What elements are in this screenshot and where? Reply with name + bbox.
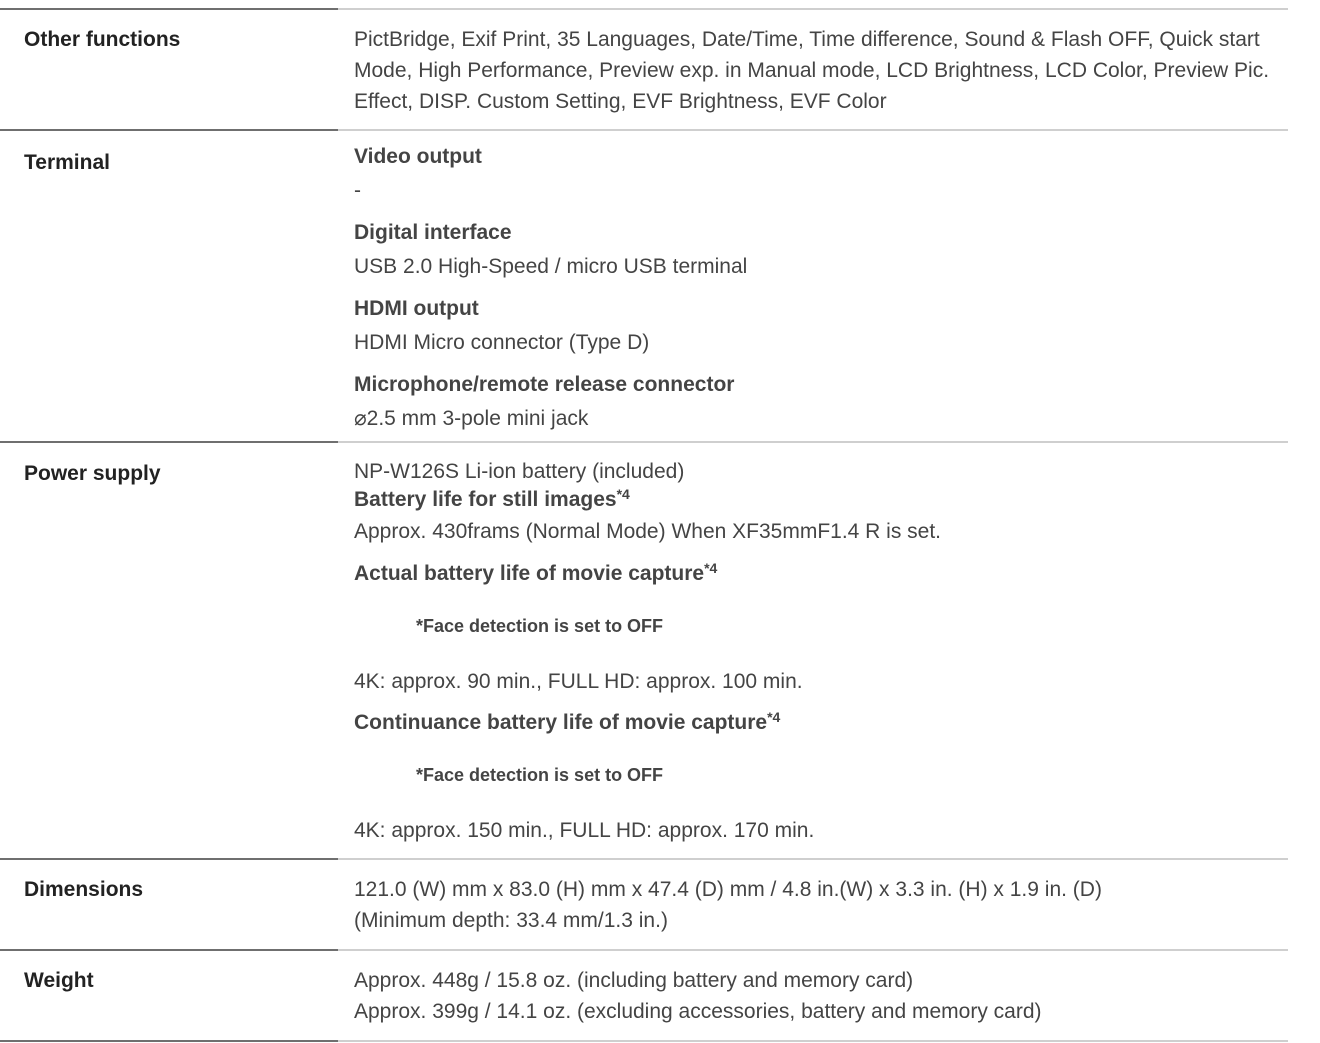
hdmi-output-value: HDMI Micro connector (Type D) [354, 331, 650, 354]
dimensions-line-1: 121.0 (W) mm x 83.0 (H) mm x 47.4 (D) mm / 4.8 in.(W) x 3.3 in. (H) x 1.9 in. (D) [354, 878, 1102, 901]
still-battery-heading-text: Battery life for still images [354, 488, 617, 511]
still-battery-heading [354, 486, 1320, 513]
row-label: Dimensions [24, 878, 144, 901]
row-divider [338, 441, 1288, 443]
row-label: Weight [24, 969, 94, 992]
row-value [354, 141, 1320, 434]
row-divider [338, 8, 1288, 10]
digital-interface-value: USB 2.0 High-Speed / micro USB terminal [354, 255, 748, 278]
row-value [354, 874, 1320, 936]
actual-movie-heading-text: Actual battery life of movie capture [354, 562, 705, 585]
row-divider [338, 129, 1288, 131]
row-label: Other functions [24, 28, 181, 51]
row-divider [0, 129, 338, 131]
continuance-movie-value: 4K: approx. 150 min., FULL HD: approx. 170 min. [354, 819, 815, 842]
row-divider [0, 949, 338, 951]
video-output-value: - [354, 179, 361, 202]
face-detection-note: *Face detection is set to OFF [416, 616, 664, 636]
row-divider [338, 1040, 1288, 1042]
row-label: Power supply [24, 462, 161, 485]
row-label: Terminal [24, 151, 110, 174]
row-divider [0, 8, 338, 10]
face-detection-note: *Face detection is set to OFF [416, 765, 664, 785]
actual-movie-heading [354, 558, 1320, 589]
row-divider [338, 858, 1288, 860]
row-value [354, 458, 1320, 846]
row-value [354, 965, 1320, 1027]
mic-connector-heading: Microphone/remote release connector [354, 373, 735, 396]
digital-interface-heading: Digital interface [354, 221, 512, 244]
actual-movie-value: 4K: approx. 90 min., FULL HD: approx. 100 min. [354, 670, 803, 693]
mic-connector-value: ⌀2.5 mm 3-pole mini jack [354, 407, 589, 430]
weight-line-2: Approx. 399g / 14.1 oz. (excluding accessories, battery and memory card) [354, 1000, 1042, 1023]
video-output-heading: Video output [354, 145, 482, 168]
continuance-movie-heading-text: Continuance battery life of movie capture [354, 711, 768, 734]
footnote-mark: *4 [616, 486, 630, 502]
row-divider [0, 441, 338, 443]
hdmi-output-heading: HDMI output [354, 297, 479, 320]
row-divider [0, 1040, 338, 1042]
battery-model: NP-W126S Li-ion battery (included) [354, 460, 685, 483]
row-value: PictBridge, Exif Print, 35 Languages, Date/Time, Time difference, Sound & Flash OFF, Quick start Mode, High Performance, Preview exp. in Manual mode, LCD Brightness, LCD Color, Preview Pic. Effect, DISP. Custom Setting, EVF Brightness, EVF Color [354, 28, 1270, 113]
still-battery-value: Approx. 430frams (Normal Mode) When XF35mmF1.4 R is set. [354, 520, 942, 543]
weight-line-1: Approx. 448g / 15.8 oz. (including battery and memory card) [354, 969, 914, 992]
row-divider [338, 949, 1288, 951]
footnote-mark: *4 [767, 709, 781, 725]
dimensions-line-2: (Minimum depth: 33.4 mm/1.3 in.) [354, 909, 668, 932]
continuance-movie-heading [354, 707, 1320, 738]
row-divider [0, 858, 338, 860]
footnote-mark: *4 [704, 560, 718, 576]
